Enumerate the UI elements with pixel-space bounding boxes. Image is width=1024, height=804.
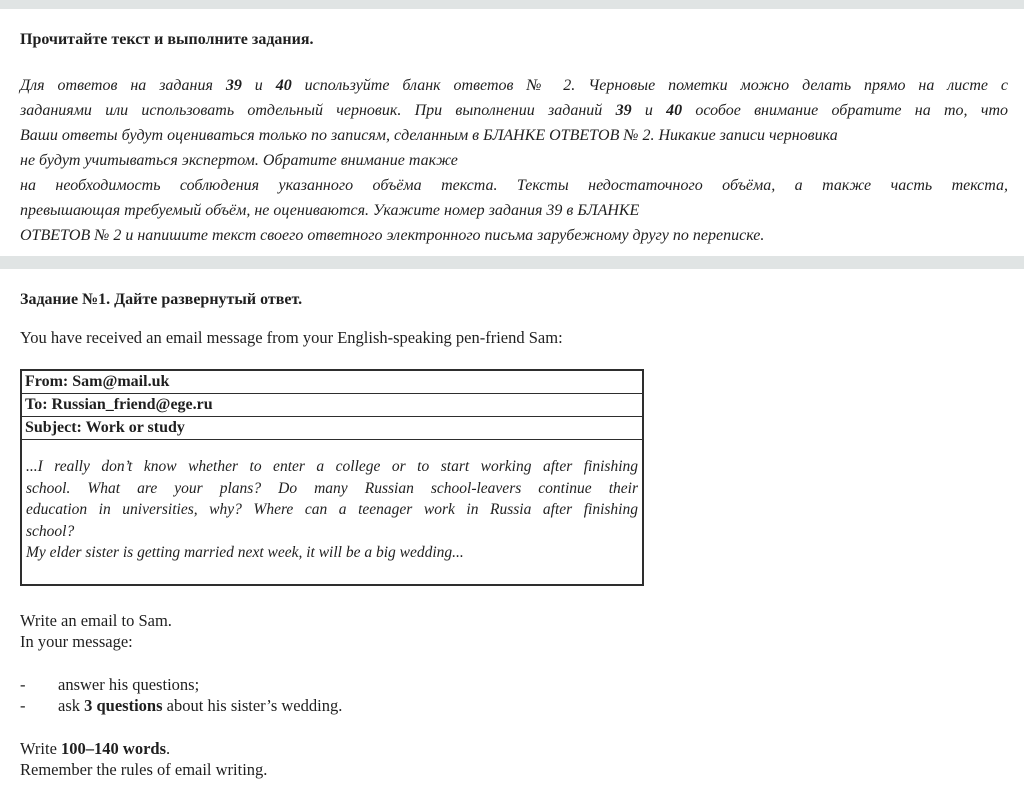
text-segment: ...I really don’t know whether to enter a college or to start working after finishing [26, 458, 638, 475]
text-segment: и [631, 102, 667, 119]
bold-text-segment: 100–140 words [61, 738, 166, 758]
text-line [26, 521, 638, 543]
text-segment: используйте бланк ответов № 2. Черновые пометки можно делать прямо на листе с [291, 77, 1009, 94]
email-table [20, 369, 644, 586]
task-heading: Задание №1. Дайте развернутый ответ. [20, 291, 303, 308]
text-segment: . [166, 738, 171, 758]
text-line [20, 148, 1008, 173]
write-block [20, 610, 1004, 653]
text-segment: заданиями или использовать отдельный черновик. При выполнении заданий [20, 102, 616, 119]
footer-line-1 [20, 738, 1004, 760]
instructions-heading: Прочитайте текст и выполните задания. [20, 31, 314, 48]
text-line [26, 456, 638, 478]
text-line [20, 198, 1008, 223]
email-to-row: To: Russian_friend@ege.ru [22, 394, 642, 417]
text-segment: Ваши ответы будут оцениваться только по записям, сделанным в БЛАНКЕ ОТВЕТОВ № 2. Никакие записи черновика [20, 127, 838, 144]
text-segment: ОТВЕТОВ № 2 и напишите текст своего ответного электронного письма зарубежному другу по переписке. [20, 227, 765, 244]
bullet-dash: - [20, 696, 26, 716]
text-line [20, 173, 1008, 198]
bold-text-segment: 39 [225, 77, 242, 94]
text-line [26, 478, 638, 500]
email-subject-row: Subject: Work or study [22, 417, 642, 440]
text-segment: My elder sister is getting married next week, it will be a big wedding... [26, 544, 464, 562]
text-line [26, 542, 638, 564]
text-segment: school. What are your plans? Do many Russian school-leavers continue their [26, 479, 638, 497]
text-segment: Write [20, 738, 62, 758]
footer-block [20, 738, 1004, 781]
instructions-section [0, 30, 1024, 248]
list-item [20, 695, 1004, 717]
write-line-1: Write an email to Sam. [20, 610, 172, 630]
text-segment: education in universities, why? Where can a teenager work in Russia after finishing [26, 501, 638, 519]
write-line-2: In your message: [20, 632, 133, 652]
text-line [20, 73, 1008, 98]
text-line [20, 98, 1008, 123]
text-segment: не будут учитываться экспертом. Обратите внимание также [20, 152, 458, 169]
bold-text-segment: 40 [666, 102, 683, 119]
text-segment: ask [58, 696, 85, 716]
bullet-dash: - [20, 674, 26, 694]
bold-text-segment: 40 [275, 77, 292, 94]
task-section [0, 290, 1024, 781]
text-segment: особое внимание обратите на то, что [682, 102, 1009, 119]
text-segment: Для ответов на задания [20, 77, 226, 94]
text-segment: answer his questions; [58, 674, 200, 694]
bullet-list [20, 674, 1004, 717]
email-body-cell [22, 440, 642, 584]
text-segment: на необходимость соблюдения указанного объёма текста. Тексты недостаточного объёма, а также часть текста, [20, 177, 1008, 194]
text-segment: превышающая требуемый объём, не оцениваются. Укажите номер задания 39 в БЛАНКЕ [20, 202, 640, 219]
text-line [26, 499, 638, 521]
email-from-row: From: Sam@mail.uk [22, 371, 642, 394]
bold-text-segment: 3 questions [84, 696, 163, 716]
section-divider [0, 256, 1024, 269]
instructions-paragraph [20, 73, 1008, 248]
task-intro: You have received an email message from your English-speaking pen-friend Sam: [20, 328, 563, 347]
text-line [20, 223, 1008, 248]
bullet-text [58, 674, 199, 696]
text-segment: about his sister’s wedding. [162, 696, 343, 716]
footer-line-2: Remember the rules of email writing. [20, 760, 268, 780]
text-segment: и [241, 77, 276, 94]
top-band [0, 0, 1024, 9]
text-line [20, 123, 1008, 148]
list-item [20, 674, 1004, 696]
text-segment: school? [26, 522, 75, 540]
bullet-text [58, 695, 342, 717]
bold-text-segment: 39 [615, 102, 632, 119]
